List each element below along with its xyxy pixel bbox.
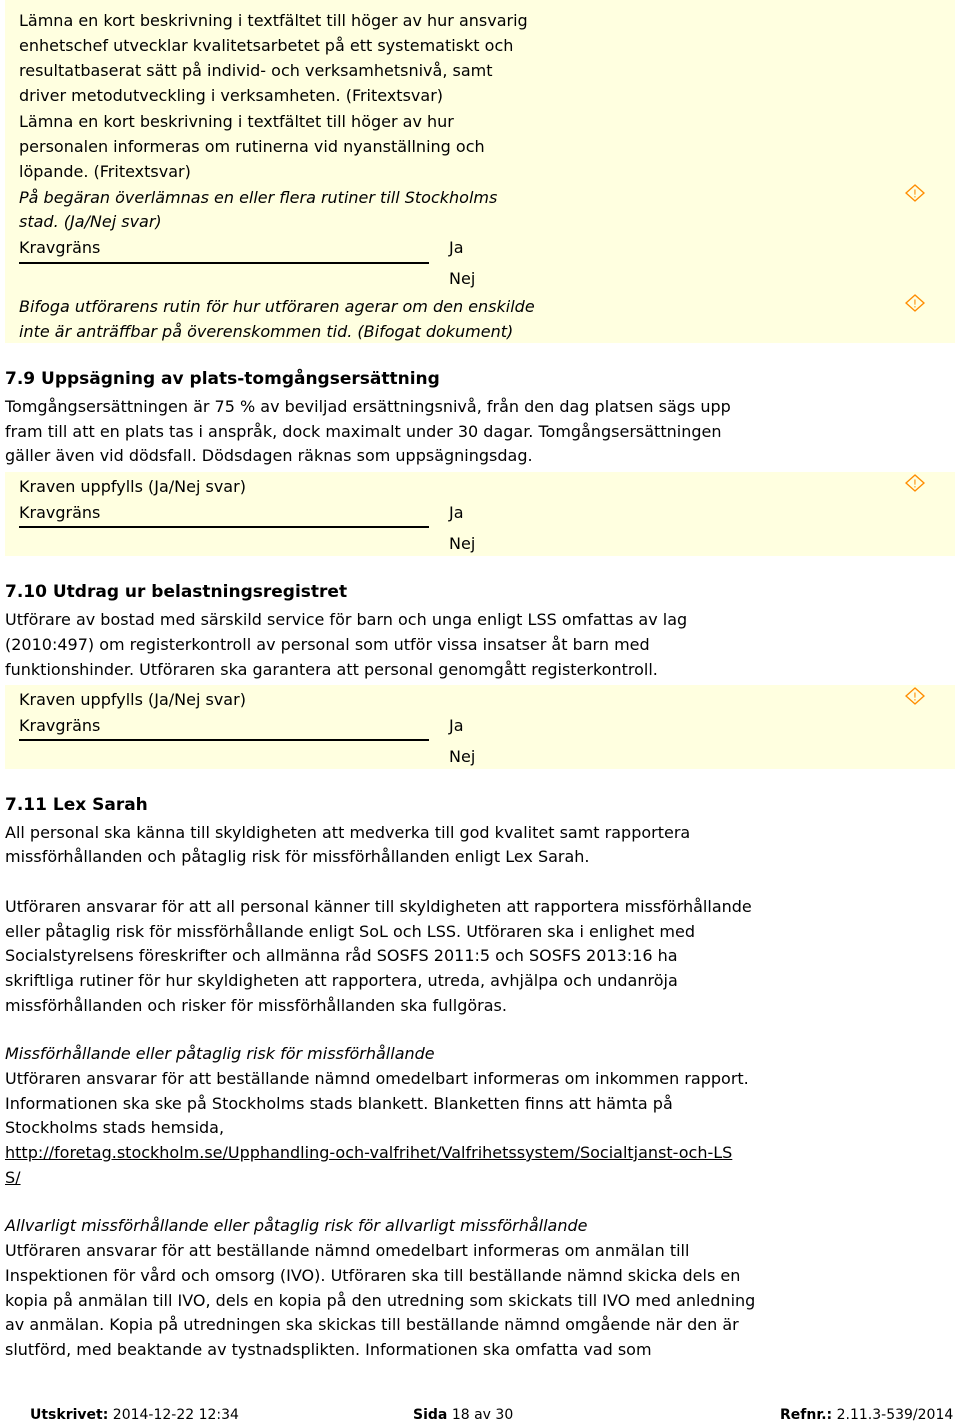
ref-label: Refnr.: [780,1407,833,1423]
text-line: skriftliga rutiner för hur skyldigheten att rapportera, utreda, avhjälpa och undanröja [5,971,678,990]
text-line: av anmälan. Kopia på utredningen ska skickas till beställande nämnd omgående när den är [5,1315,739,1334]
text-line: fram till att en plats tas i anspråk, dock maximalt under 30 dagar. Tomgångsersättningen [5,422,722,441]
text-line: slutförd, med beaktande av tystnadsplikten. Informationen ska omfatta vad som [5,1340,652,1359]
svg-text:!: ! [912,690,918,704]
text-line: Utföraren ansvarar för att beställande nämnd omedelbart informeras om anmälan till [5,1241,690,1260]
limit-label: Kravgräns [19,716,101,735]
text-line: Informationen ska ske på Stockholms stads blankett. Blanketten finns att hämta på [5,1094,673,1113]
text-line: missförhållanden och påtaglig risk för missförhållanden enligt Lex Sarah. [5,847,590,866]
page-of: av [474,1407,491,1423]
limit-rule [19,262,429,264]
text-line: Lämna en kort beskrivning i textfältet till höger av hur [19,112,454,131]
limit-rule [19,526,429,528]
text-line: resultatbaserat sätt på individ- och verksamhetsnivå, samt [19,61,493,80]
text-line: Tomgångsersättningen är 75 % av beviljad ersättningsnivå, från den dag platsen sägs upp [5,397,731,416]
link-line [5,1141,732,1166]
text-line: Utförare av bostad med särskild service för barn och unga enligt LSS omfattas av lag [5,610,688,629]
text-line: löpande. (Fritextsvar) [19,162,191,181]
requirement-label: Kraven uppfylls (Ja/Nej svar) [19,690,246,709]
subheading: Missförhållande eller påtaglig risk för missförhållande [5,1044,435,1063]
text-line: Socialstyrelsens föreskrifter och allmänna råd SOSFS 2011:5 och SOSFS 2013:16 ha [5,946,678,965]
limit-label: Kravgräns [19,503,101,522]
text-line: eller påtaglig risk för missförhållande enligt SoL och LSS. Utföraren ska i enlighet med [5,922,695,941]
text-line: driver metodutveckling i verksamheten. (Fritextsvar) [19,86,444,105]
text-line: stad. (Ja/Nej svar) [19,212,162,231]
text-line: (2010:497) om registerkontroll av personal som utför vissa insatser åt barn med [5,635,650,654]
text-line: enhetschef utvecklar kvalitetsarbetet på ett systematiskt och [19,36,514,55]
limit-label: Kravgräns [19,238,101,257]
answer-no[interactable]: Nej [449,269,476,288]
warning-icon [905,184,925,202]
requirement-block-1 [5,0,955,343]
text-line: På begäran överlämnas en eller flera rutiner till Stockholms [19,188,498,207]
text-line: inte är anträffbar på överenskommen tid. (Bifogat dokument) [19,322,514,341]
printed-date [30,1407,239,1423]
page-number [413,1407,513,1423]
page-total: 30 [495,1407,514,1423]
text-line: Utföraren ansvarar för att all personal känner till skyldigheten att rapportera missförhållande [5,897,752,916]
text-line: personalen informeras om rutinerna vid nyanställning och [19,137,485,156]
printed-label: Utskrivet: [30,1407,109,1423]
text-line: All personal ska känna till skyldigheten att medverka till god kvalitet samt rapportera [5,823,691,842]
svg-text:!: ! [912,297,918,311]
requirement-block-7-9 [5,472,955,556]
svg-text:!: ! [912,477,918,491]
text-line: Stockholms stads hemsida, [5,1118,225,1137]
page-label: Sida [413,1407,448,1423]
warning-icon [905,474,925,492]
text-line: Bifoga utförarens rutin för hur utföraren agerar om den enskilde [19,297,535,316]
warning-icon [905,294,925,312]
text-line: funktionshinder. Utföraren ska garantera att personal genomgått registerkontroll. [5,660,658,679]
printed-value: 2014-12-22 12:34 [112,1407,239,1423]
reference-number [780,1407,953,1423]
text-line: Inspektionen för vård och omsorg (IVO). Utföraren ska till beställande nämnd skicka dels en [5,1266,741,1285]
section-heading: 7.10 Utdrag ur belastningsregistret [5,582,348,602]
subheading: Allvarligt missförhållande eller påtaglig risk för allvarligt missförhållande [5,1216,588,1235]
link-line [5,1166,21,1191]
text-line: missförhållanden och risker för missförhållanden ska fullgöras. [5,996,507,1015]
requirement-label: Kraven uppfylls (Ja/Nej svar) [19,477,246,496]
warning-icon [905,687,925,705]
svg-text:!: ! [912,187,918,201]
section-heading: 7.11 Lex Sarah [5,795,148,815]
page-num: 18 [451,1407,470,1423]
answer-yes[interactable]: Ja [449,716,464,735]
answer-yes[interactable]: Ja [449,238,464,257]
text-line: Lämna en kort beskrivning i textfältet till höger av hur ansvarig [19,11,528,30]
text-line: kopia på anmälan till IVO, dels en kopia på den utredning som skickats till IVO med anledning [5,1291,756,1310]
stockholm-link[interactable]: http://foretag.stockholm.se/Upphandling-och-valfrihet/Valfrihetssystem/Socialtjanst-och-LS [5,1143,733,1162]
text-line: Utföraren ansvarar för att beställande nämnd omedelbart informeras om inkommen rapport. [5,1069,749,1088]
answer-yes[interactable]: Ja [449,503,464,522]
answer-no[interactable]: Nej [449,747,476,766]
requirement-block-7-10 [5,685,955,769]
section-heading: 7.9 Uppsägning av plats-tomgångsersättning [5,369,440,389]
limit-rule [19,739,429,741]
answer-no[interactable]: Nej [449,534,476,553]
text-line: gäller även vid dödsfall. Dödsdagen räknas som uppsägningsdag. [5,446,533,465]
stockholm-link-cont[interactable]: S/ [5,1168,21,1187]
ref-value: 2.11.3-539/2014 [836,1407,954,1423]
